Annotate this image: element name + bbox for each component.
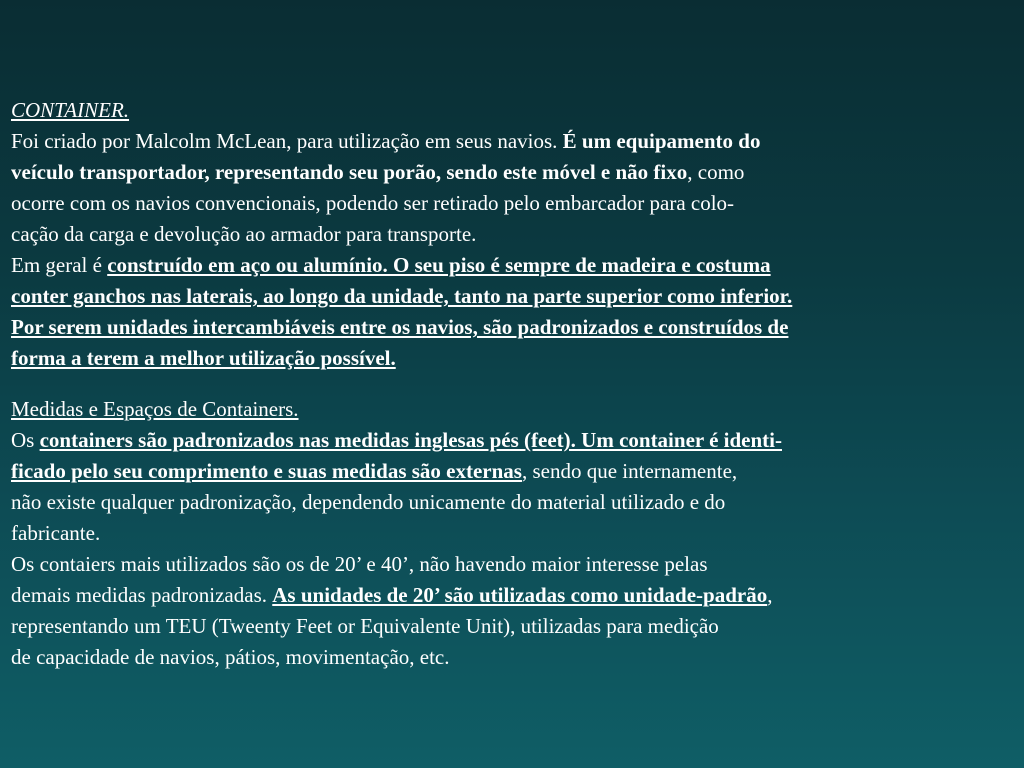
container-line-2-bold: veículo transportador, representando seu porão, sendo este móvel e não fixo (11, 160, 688, 184)
container-line-8 (11, 343, 1011, 374)
measures-line-3: não existe qualquer padronização, dependendo unicamente do material utilizado e do (11, 490, 726, 514)
measures-line-1-bold-underlined: containers são padronizados nas medidas inglesas pés (feet). Um container é identi- (39, 428, 782, 452)
slide-text-block (11, 95, 1011, 673)
measures-line-1-text: Os (11, 428, 40, 452)
measures-line-2 (11, 456, 1011, 487)
container-line-5-text: Em geral é (11, 253, 108, 277)
measures-line-6-text: demais medidas padronizadas. (11, 583, 273, 607)
container-title: CONTAINER. (11, 98, 130, 122)
measures-line-4: fabricante. (11, 521, 101, 545)
container-line-1-bold: É um equipamento do (562, 129, 761, 153)
container-line-3: ocorre com os navios convencionais, podendo ser retirado pelo embarcador para colo- (11, 191, 735, 215)
container-line-4: cação da carga e devolução ao armador para transporte. (11, 222, 477, 246)
container-line-5-bold-underlined: construído em aço ou alumínio. O seu piso é sempre de madeira e costuma (107, 253, 771, 277)
container-line-5 (11, 250, 1011, 281)
container-line-7 (11, 312, 1011, 343)
container-line-1 (11, 126, 1011, 157)
container-line-1-text: Foi criado por Malcolm McLean, para utilização em seus navios. (11, 129, 563, 153)
container-heading (11, 95, 1011, 126)
measures-line-6 (11, 580, 1011, 611)
measures-heading (11, 394, 1011, 425)
measures-line-8: de capacidade de navios, pátios, movimentação, etc. (11, 645, 450, 669)
measures-title: Medidas e Espaços de Containers. (11, 397, 299, 421)
measures-line-6-comma: , (767, 583, 773, 607)
container-line-2-text: , como (687, 160, 745, 184)
container-line-7-bold-underlined: Por serem unidades intercambiáveis entre os navios, são padronizados e construídos de (11, 315, 789, 339)
container-line-6 (11, 281, 1011, 312)
measures-line-1 (11, 425, 1011, 456)
container-line-6-bold-underlined: conter ganchos nas laterais, ao longo da unidade, tanto na parte superior como inferior. (11, 284, 793, 308)
measures-line-2-text: , sendo que internamente, (521, 459, 738, 483)
section-spacer (11, 374, 1011, 394)
measures-line-6-bold-underlined: As unidades de 20’ são utilizadas como unidade-padrão (272, 583, 768, 607)
container-line-2 (11, 157, 1011, 188)
measures-line-5: Os contaiers mais utilizados são os de 20’ e 40’, não havendo maior interesse pelas (11, 552, 708, 576)
measures-line-2-bold-underlined: ficado pelo seu comprimento e suas medidas são externas (11, 459, 522, 483)
measures-line-7: representando um TEU (Tweenty Feet or Equivalente Unit), utilizadas para medição (11, 614, 719, 638)
container-line-8-bold-underlined: forma a terem a melhor utilização possível. (11, 346, 396, 370)
